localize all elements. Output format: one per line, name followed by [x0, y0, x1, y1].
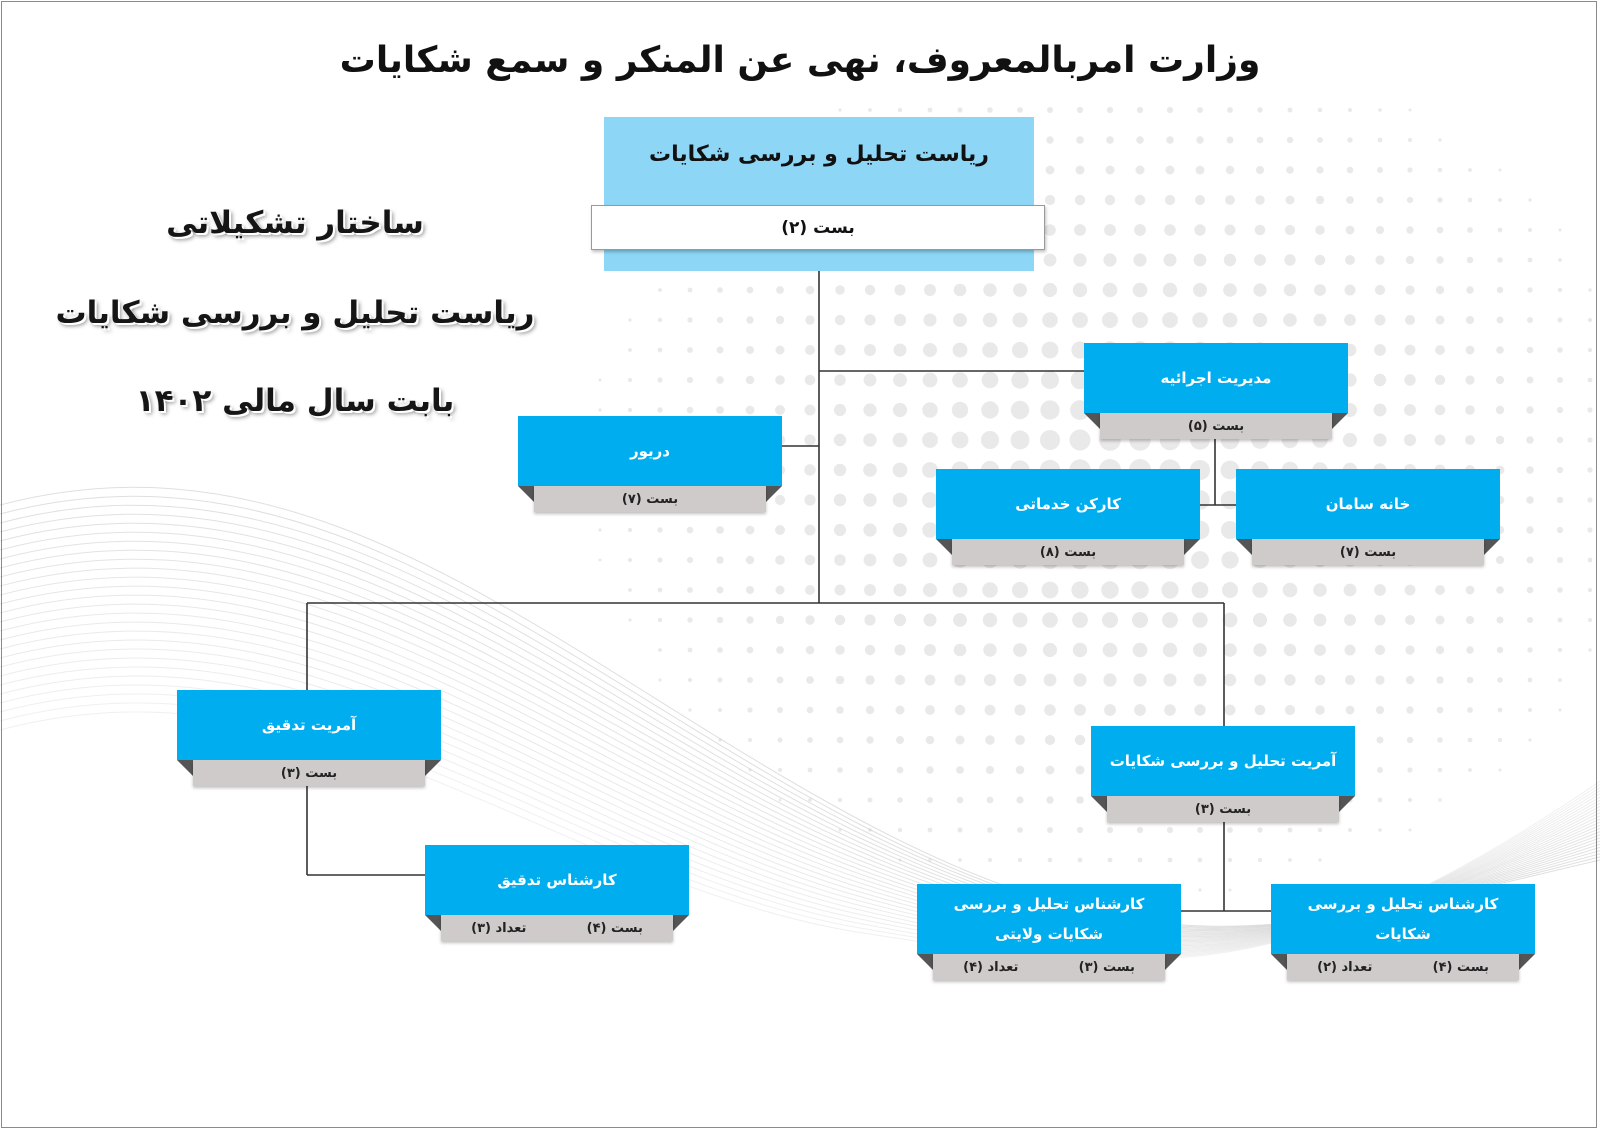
fiscal-year-heading: بابت سال مالی ۱۴۰۲ — [135, 383, 455, 419]
unit-title: آمریت تحلیل و بررسی شکایات — [1091, 726, 1355, 796]
unit-complaints-expert — [1271, 884, 1535, 980]
unit-count: تعداد (۴) — [963, 959, 1019, 975]
unit-post: بست (۴) — [586, 920, 643, 936]
unit-count: تعداد (۳) — [471, 920, 527, 936]
unit-title: آمریت تدقیق — [177, 690, 441, 760]
unit-post: بست (۳) — [1078, 959, 1135, 975]
unit-post: بست (۸) — [952, 539, 1184, 565]
fold-right — [425, 760, 441, 776]
fold-left — [1084, 413, 1100, 429]
structure-heading: ساختار تشکیلاتی — [166, 205, 424, 241]
unit-provincial-expert — [917, 884, 1181, 980]
unit-post: بست (۷) — [534, 486, 766, 512]
unit-post-row — [933, 954, 1165, 980]
unit-title: کارشناس تحلیل و بررسی شکایات — [1271, 884, 1535, 954]
fold-right — [1339, 796, 1355, 812]
unit-title: کارشناس تحلیل و بررسی شکایات ولایتی — [917, 884, 1181, 954]
fold-right — [1332, 413, 1348, 429]
top-unit-post: بست (۲) — [591, 205, 1045, 250]
unit-post: بست (۳) — [193, 760, 425, 786]
unit-service-staff — [936, 469, 1200, 565]
fold-left — [425, 915, 441, 931]
fold-left — [177, 760, 193, 776]
unit-title: خانه سامان — [1236, 469, 1500, 539]
unit-executive — [1084, 343, 1348, 439]
top-unit-title: ریاست تحلیل و بررسی شکایات — [649, 142, 989, 167]
fold-right — [673, 915, 689, 931]
directorate-heading: ریاست تحلیل و بررسی شکایات — [55, 295, 535, 331]
unit-post-row — [441, 915, 673, 941]
fold-right — [766, 486, 782, 502]
page-title: وزارت امربالمعروف، نهی عن المنکر و سمع شکایات — [339, 40, 1261, 81]
unit-title: مدیریت اجرائیه — [1084, 343, 1348, 413]
fold-right — [1184, 539, 1200, 555]
fold-left — [1236, 539, 1252, 555]
fold-left — [1091, 796, 1107, 812]
unit-caretaker — [1236, 469, 1500, 565]
unit-post: بست (۳) — [1107, 796, 1339, 822]
unit-post: بست (۷) — [1252, 539, 1484, 565]
unit-post-row — [1287, 954, 1519, 980]
unit-audit-dept — [177, 690, 441, 786]
unit-post: بست (۵) — [1100, 413, 1332, 439]
unit-count: تعداد (۲) — [1317, 959, 1373, 975]
unit-audit-expert — [425, 845, 689, 941]
unit-title: کارشناس تدقیق — [425, 845, 689, 915]
unit-complaints-dept — [1091, 726, 1355, 822]
fold-right — [1165, 954, 1181, 970]
unit-post: بست (۴) — [1432, 959, 1489, 975]
fold-left — [936, 539, 952, 555]
unit-driver — [518, 416, 782, 512]
fold-left — [917, 954, 933, 970]
unit-title: دریور — [518, 416, 782, 486]
fold-left — [518, 486, 534, 502]
unit-title: کارکن خدماتی — [936, 469, 1200, 539]
fold-left — [1271, 954, 1287, 970]
fold-right — [1519, 954, 1535, 970]
fold-right — [1484, 539, 1500, 555]
